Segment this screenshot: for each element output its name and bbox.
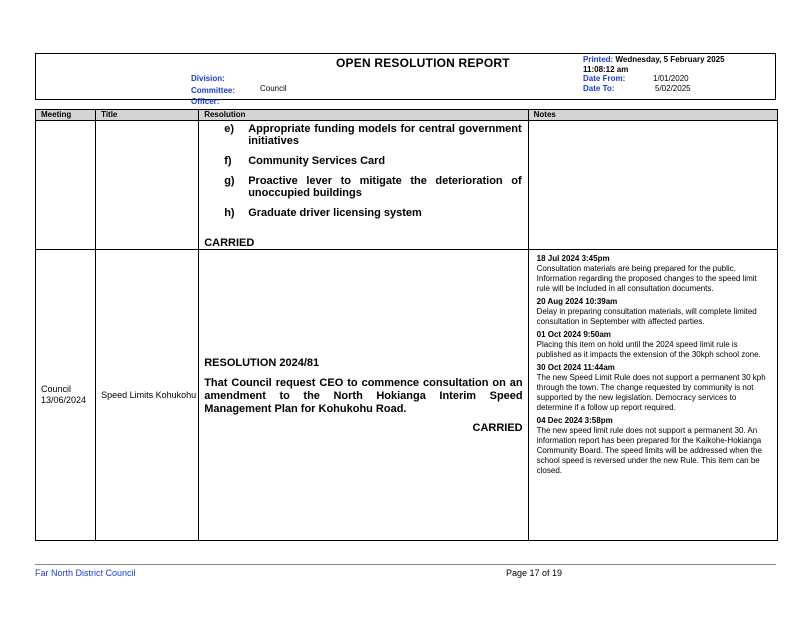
note-date: 30 Oct 2024 11:44am: [536, 363, 615, 372]
column-header-title: Title: [96, 110, 199, 121]
table-row: [36, 250, 778, 541]
date-from-label: Date From:: [583, 74, 626, 83]
footer-organisation: Far North District Council: [35, 568, 136, 578]
note-text: Placing this item on hold until the 2024 speed limit rule is published as it impacts the extension of the 30kph school zone.: [536, 340, 761, 359]
report-title: OPEN RESOLUTION REPORT: [336, 56, 510, 70]
meeting-cell: [36, 121, 96, 250]
meeting-cell: [36, 250, 96, 541]
printed-time: 11:08:12 am: [583, 64, 629, 74]
column-header-notes: Notes: [528, 110, 777, 121]
list-item-letter: e): [224, 123, 234, 135]
officer-label: Officer:: [191, 97, 220, 106]
list-item-text: Community Services Card: [248, 155, 386, 167]
column-header-meeting: Meeting: [36, 110, 96, 121]
table-row: [36, 121, 778, 250]
table-header-row: [36, 110, 778, 121]
note-text: Delay in preparing consultation materials, will complete limited consultation in September with affected parties.: [536, 307, 757, 326]
resolution-number: RESOLUTION 2024/81: [204, 356, 320, 369]
printed-label: Printed:: [583, 55, 614, 64]
report-header: [35, 53, 776, 106]
list-item-letter: g): [224, 175, 235, 187]
page-number: Page 17 of 19: [506, 568, 563, 578]
resolution-block: [199, 357, 527, 434]
title-cell: [96, 121, 199, 250]
header-left-fields: [191, 72, 287, 107]
committee-label: Committee:: [191, 85, 236, 95]
notes-cell: [528, 121, 777, 250]
meeting-name: Council: [41, 384, 72, 394]
list-item: [204, 175, 521, 199]
note-text: The new speed limit rule does not support a permanent 30. An information report has been prepared for the Kaikohe-Hokianga Community Board. The speed limits will be addressed when the school speed is reversed under the new Rule. This item can be closed.: [536, 426, 762, 475]
resolution-text: That Council request CEO to commence consultation on an amendment to the North Hokianga Interim Speed Management Plan for Kohukohu Road.: [204, 376, 523, 415]
date-to-label: Date To:: [583, 83, 615, 93]
printed-date: Wednesday, 5 February 2025: [615, 55, 725, 64]
column-header-resolution: Resolution: [199, 110, 528, 121]
division-label: Division:: [191, 74, 225, 83]
resolution-cell: [199, 250, 528, 541]
list-item: [204, 123, 521, 147]
header-right-fields: [583, 55, 725, 93]
list-item-text: Appropriate funding models for central government initiatives: [248, 123, 522, 147]
resolution-cell: [199, 121, 528, 250]
committee-value: Council: [260, 83, 287, 93]
list-item-text: Proactive lever to mitigate the deterioration of unoccupied buildings: [248, 175, 522, 199]
date-to-value: 5/02/2025: [655, 83, 691, 93]
notes-cell: [528, 250, 777, 541]
footer-divider: [35, 564, 776, 565]
carried-label: CARRIED: [204, 237, 255, 249]
title-cell: Speed Limits Kohukohu: [96, 250, 199, 541]
list-item-letter: f): [224, 155, 232, 167]
list-item: [204, 207, 521, 219]
meeting-date: 13/06/2024: [41, 395, 87, 405]
resolution-list: [199, 121, 527, 219]
note-date: 18 Jul 2024 3:45pm: [536, 254, 610, 263]
notes-list: [529, 250, 777, 476]
note-text: The new Speed Limit Rule does not support a permanent 30 kph through the town. The change requested by community is not supported by the new legislation. Democracy services to determine if a follow up report required.: [536, 373, 766, 412]
carried-label: CARRIED: [472, 421, 523, 434]
list-item: [204, 155, 521, 167]
resolution-table: [35, 109, 778, 541]
list-item-text: Graduate driver licensing system: [248, 207, 422, 219]
note-date: 01 Oct 2024 9:50am: [536, 330, 611, 339]
note-date: 04 Dec 2024 3:58pm: [536, 416, 613, 425]
note-text: Consultation materials are being prepared for the public. Information regarding the proposed changes to the speed limit rule will be included in all consultation documents.: [536, 264, 757, 293]
list-item-letter: h): [224, 207, 235, 219]
note-date: 20 Aug 2024 10:39am: [536, 297, 618, 306]
date-from-value: 1/01/2020: [653, 74, 689, 83]
